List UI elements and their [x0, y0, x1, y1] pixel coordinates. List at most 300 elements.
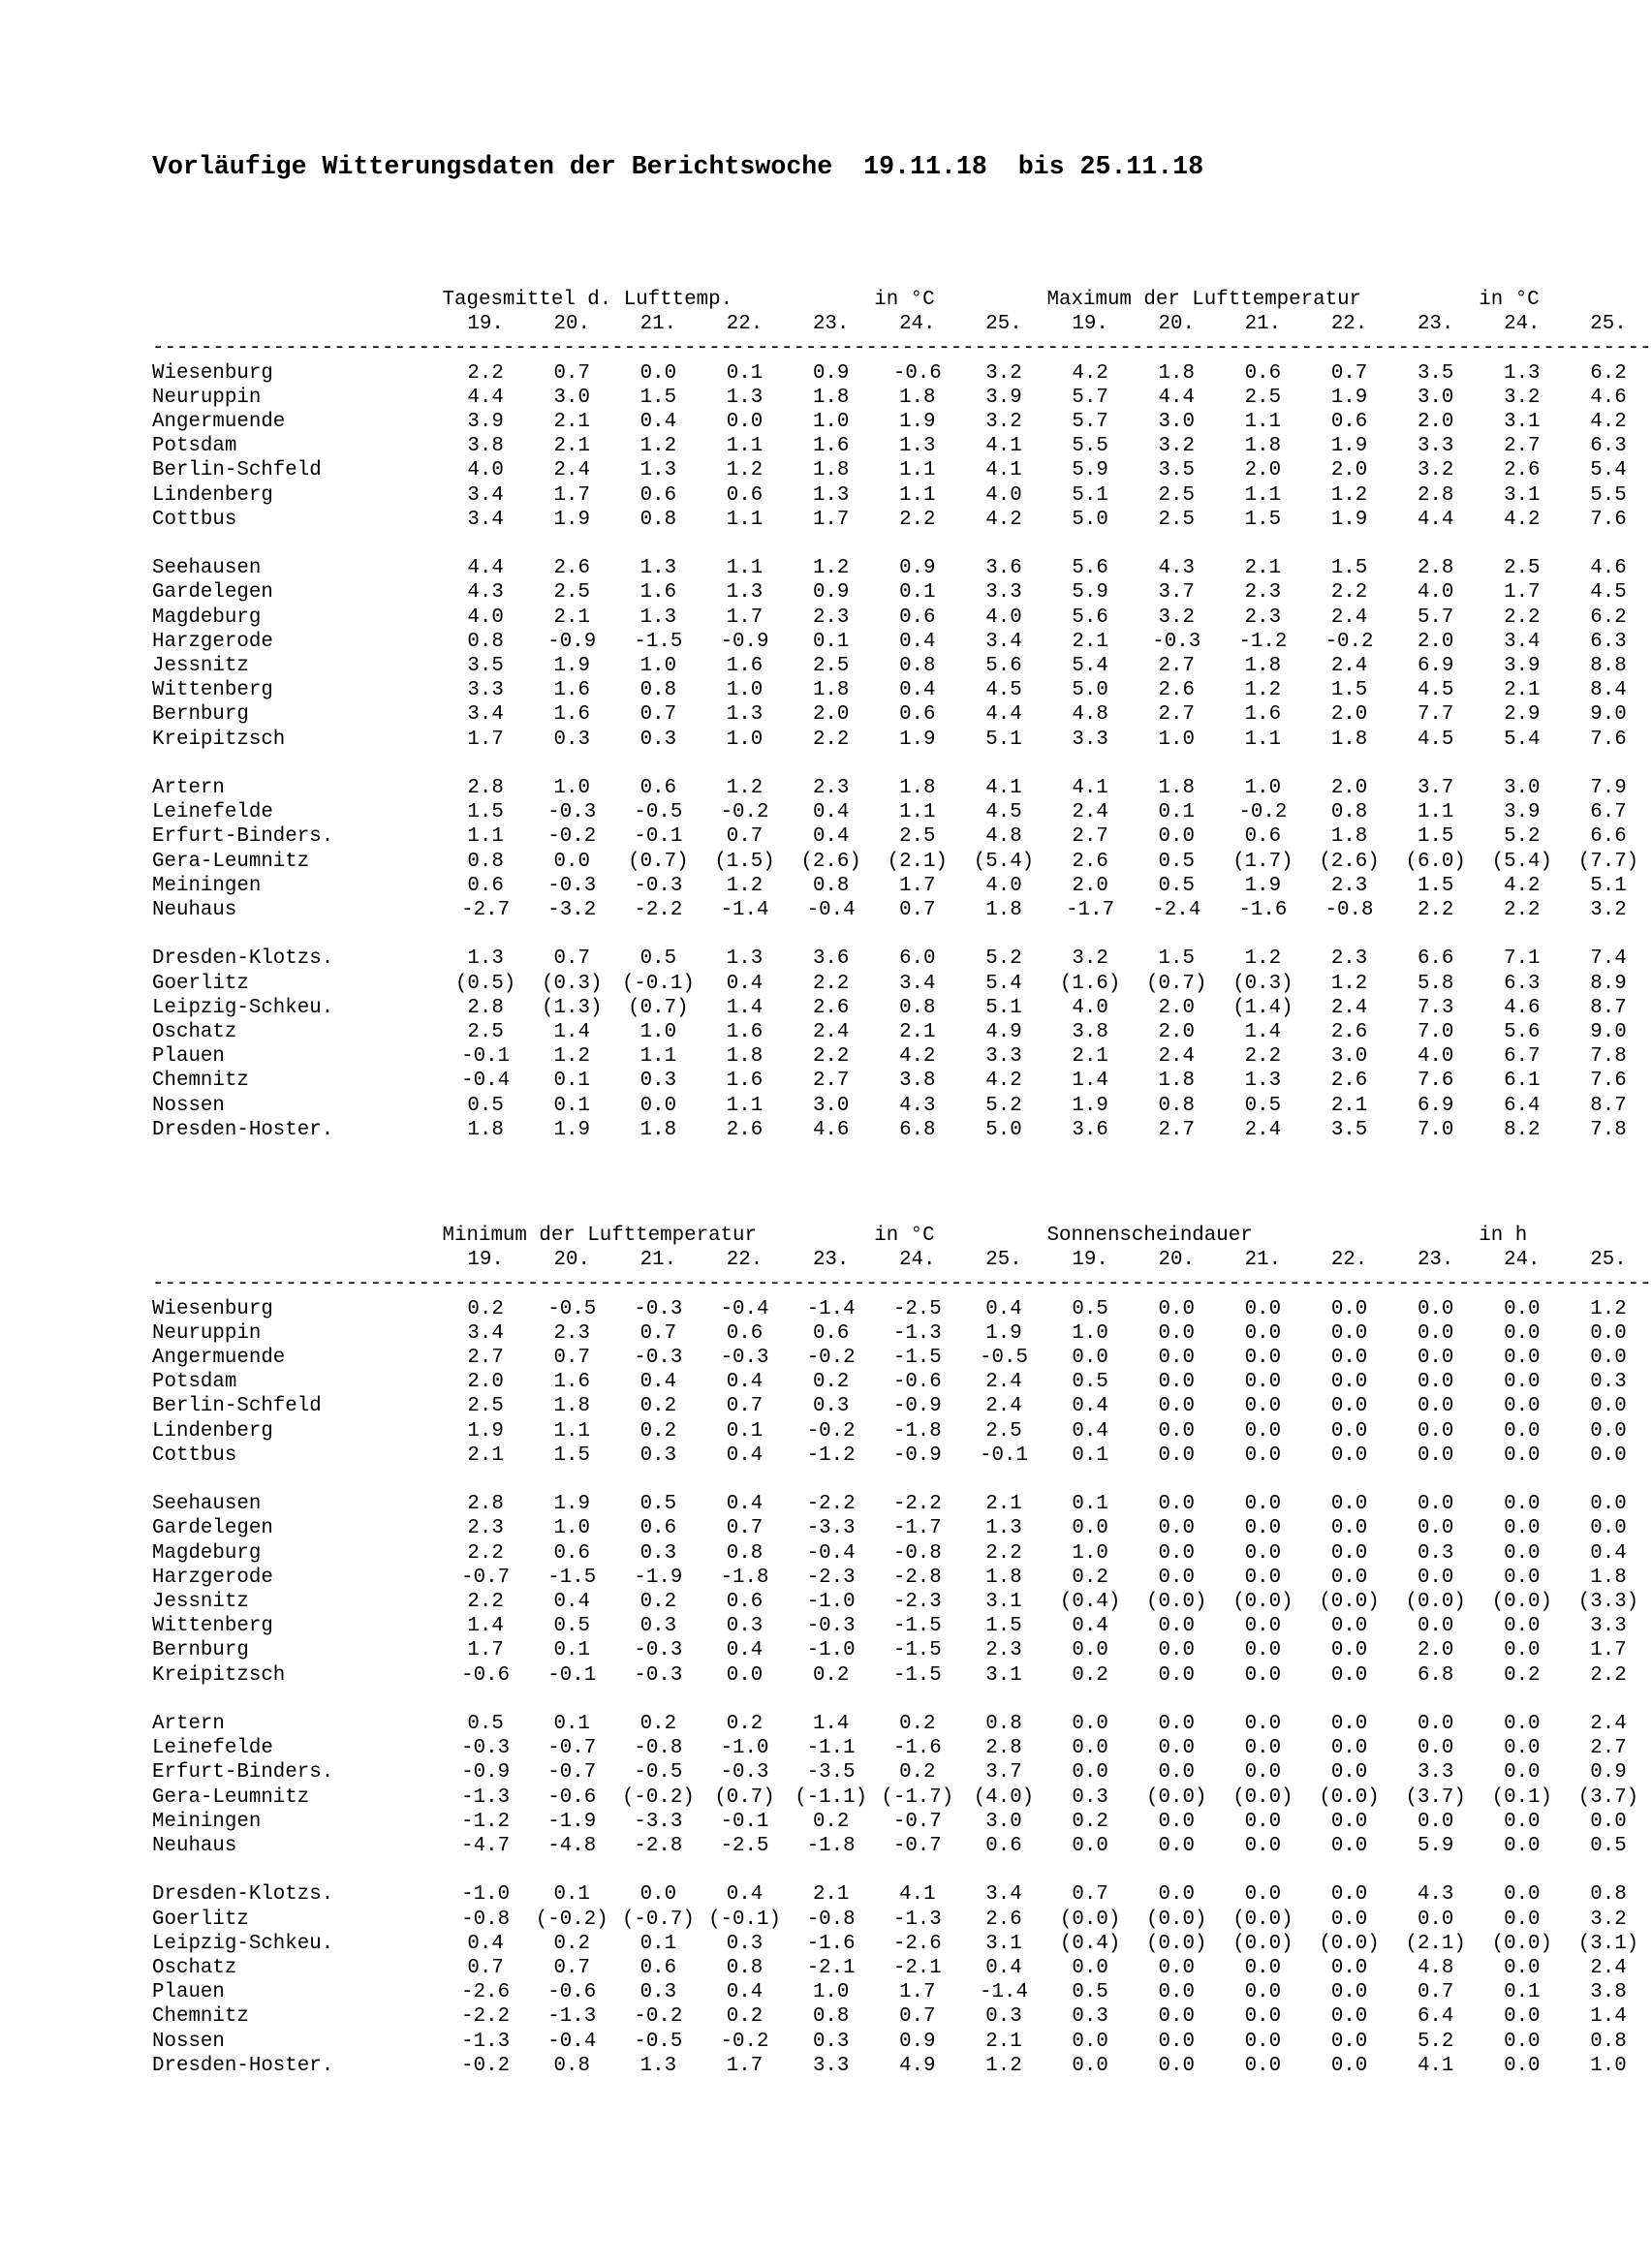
- right-value-cell: (7.7): [1577, 850, 1639, 873]
- station-name: Artern: [152, 1713, 225, 1736]
- right-value-cell: 3.3: [1590, 1615, 1627, 1638]
- left-value-cell: -0.6: [461, 1663, 511, 1687]
- right-value-cell: 0.0: [1590, 1493, 1627, 1516]
- right-value-cell: 4.0: [1072, 996, 1108, 1019]
- left-value-cell: 0.5: [467, 1713, 504, 1736]
- left-value-cell: -0.7: [461, 1566, 511, 1589]
- left-value-cell: 4.2: [985, 1070, 1022, 1093]
- right-value-cell: 1.5: [1417, 825, 1454, 849]
- left-value-cell: 2.1: [985, 1493, 1022, 1516]
- right-value-cell: 4.2: [1072, 361, 1108, 385]
- left-value-cell: 1.4: [726, 996, 764, 1019]
- right-value-cell: 2.0: [1330, 459, 1368, 482]
- right-value-cell: 0.0: [1330, 1541, 1368, 1565]
- right-value-cell: 0.0: [1417, 1713, 1454, 1736]
- station-name: Plauen: [152, 1045, 225, 1069]
- station-row: [152, 972, 1652, 996]
- left-value-cell: 3.4: [467, 483, 504, 507]
- left-value-cell: 0.7: [553, 1957, 590, 1980]
- station-row: [152, 630, 1652, 654]
- right-value-cell: 3.2: [1417, 459, 1454, 482]
- station-name: Neuruppin: [152, 1321, 262, 1345]
- left-value-cell: -1.9: [634, 1566, 683, 1589]
- name-header-blank: [152, 1248, 443, 1272]
- left-value-cell: 0.2: [639, 1419, 677, 1443]
- left-value-cell: 0.3: [553, 728, 590, 751]
- left-value-cell: 0.2: [726, 2005, 764, 2029]
- right-value-cell: 1.8: [1158, 777, 1195, 800]
- left-value-cell: 3.8: [899, 1070, 936, 1093]
- left-value-cell: -0.3: [634, 1639, 683, 1662]
- right-value-cell: 0.0: [1330, 2030, 1368, 2053]
- right-value-cell: 1.0: [1590, 2054, 1627, 2077]
- left-value-cell: 2.1: [899, 1021, 936, 1044]
- dash-rule: --------------------------------------------------: [1046, 1273, 1652, 1296]
- left-value-cell: 2.1: [553, 411, 590, 434]
- right-value-cell: 2.6: [1330, 1021, 1368, 1044]
- right-value-cell: 2.1: [1072, 1045, 1108, 1069]
- right-value-cell: 0.9: [1590, 1761, 1627, 1785]
- right-value-cell: 3.2: [1158, 435, 1195, 458]
- right-value-cell: 0.0: [1504, 1883, 1541, 1907]
- right-value-cell: 0.0: [1330, 2054, 1368, 2077]
- left-value-cell: 3.6: [812, 947, 850, 971]
- right-value-cell: 2.4: [1590, 1713, 1627, 1736]
- right-value-cell: 0.0: [1158, 1517, 1195, 1540]
- left-value-cell: -1.2: [806, 1443, 856, 1467]
- right-value-cell: 0.0: [1244, 1297, 1282, 1320]
- left-value-cell: -1.2: [461, 1810, 511, 1833]
- right-value-cell: 1.1: [1244, 728, 1282, 751]
- left-value-cell: -1.0: [720, 1737, 769, 1760]
- right-value-cell: 0.0: [1504, 1297, 1541, 1320]
- left-value-cell: 1.0: [553, 1517, 590, 1540]
- left-value-cell: 4.1: [985, 459, 1022, 482]
- right-value-cell: 8.7: [1590, 1094, 1627, 1117]
- left-value-cell: 1.6: [812, 435, 850, 458]
- left-value-cell: 1.8: [812, 386, 850, 409]
- right-value-cell: 2.7: [1590, 1737, 1627, 1760]
- left-value-cell: 4.9: [899, 2054, 936, 2077]
- right-value-cell: 2.3: [1244, 581, 1282, 605]
- left-value-cell: 0.2: [812, 1810, 850, 1833]
- right-value-cell: 1.1: [1244, 411, 1282, 434]
- right-value-cell: (1.6): [1059, 972, 1121, 995]
- left-value-cell: 1.1: [899, 459, 936, 482]
- left-value-cell: 2.4: [985, 1371, 1022, 1394]
- left-value-cell: 0.8: [899, 655, 936, 678]
- left-value-cell: 3.0: [985, 1810, 1022, 1833]
- right-value-cell: 3.0: [1504, 777, 1541, 800]
- left-value-cell: -0.4: [461, 1070, 511, 1093]
- left-value-cell: 0.4: [812, 825, 850, 849]
- spacer-cell: [152, 1858, 1652, 1882]
- right-value-cell: 0.0: [1504, 1761, 1541, 1785]
- right-value-cell: 0.0: [1072, 1835, 1108, 1858]
- left-value-cell: 0.8: [467, 850, 504, 873]
- right-value-cell: (0.0): [1491, 1932, 1553, 1955]
- right-value-cell: 0.0: [1330, 1395, 1368, 1418]
- left-value-cell: -1.8: [892, 1419, 942, 1443]
- left-value-cell: -0.6: [547, 1981, 597, 2004]
- right-value-cell: 0.0: [1330, 1517, 1368, 1540]
- station-row: [152, 1908, 1652, 1932]
- left-value-cell: -0.9: [461, 1761, 511, 1785]
- right-value-cell: 3.2: [1504, 386, 1541, 409]
- right-value-cell: -0.3: [1152, 630, 1201, 653]
- right-value-cell: 7.6: [1417, 1070, 1454, 1093]
- left-value-cell: 0.1: [639, 1932, 677, 1955]
- section-title-row: [152, 1224, 1652, 1248]
- day-header: 24.: [899, 313, 936, 336]
- right-value-cell: 0.0: [1158, 1395, 1195, 1418]
- left-value-cell: -1.6: [806, 1932, 856, 1955]
- station-name: Berlin-Schfeld: [152, 1395, 322, 1418]
- left-value-cell: -1.5: [892, 1615, 942, 1638]
- right-value-cell: 1.9: [1330, 435, 1368, 458]
- left-value-cell: 3.2: [985, 411, 1022, 434]
- right-value-cell: 0.0: [1158, 1981, 1195, 2004]
- right-section-title: Maximum der Lufttemperatur: [1046, 289, 1362, 311]
- left-value-cell: -0.3: [547, 874, 597, 897]
- right-value-cell: (0.4): [1059, 1932, 1121, 1955]
- right-value-cell: 1.1: [1244, 483, 1282, 507]
- right-value-cell: 2.1: [1244, 557, 1282, 580]
- right-value-cell: 3.5: [1417, 361, 1454, 385]
- right-value-cell: (1.7): [1232, 850, 1294, 873]
- right-value-cell: 2.7: [1158, 655, 1195, 678]
- left-value-cell: 2.4: [553, 459, 590, 482]
- left-value-cell: -0.1: [634, 825, 683, 849]
- left-value-cell: (0.7): [714, 1785, 775, 1809]
- left-value-cell: 4.1: [899, 1883, 936, 1907]
- station-row: [152, 874, 1652, 898]
- right-value-cell: 1.9: [1330, 386, 1368, 409]
- left-value-cell: -0.3: [720, 1761, 769, 1785]
- right-value-cell: 0.0: [1330, 1663, 1368, 1687]
- left-value-cell: 2.2: [985, 1541, 1022, 1565]
- right-value-cell: 2.6: [1158, 679, 1195, 702]
- left-value-cell: 4.5: [985, 679, 1022, 702]
- left-value-cell: 1.6: [639, 581, 677, 605]
- left-value-cell: -0.7: [892, 1810, 942, 1833]
- right-value-cell: 5.7: [1072, 411, 1108, 434]
- right-value-cell: 0.0: [1417, 1517, 1454, 1540]
- left-value-cell: 0.5: [639, 947, 677, 971]
- right-value-cell: 0.0: [1330, 1810, 1368, 1833]
- left-value-cell: 0.9: [812, 361, 850, 385]
- left-value-cell: 0.3: [639, 1615, 677, 1638]
- left-value-cell: 0.8: [726, 1957, 764, 1980]
- spacer-cell: [152, 752, 1652, 776]
- left-value-cell: 4.0: [467, 459, 504, 482]
- station-name: Wittenberg: [152, 679, 273, 702]
- right-value-cell: (3.1): [1577, 1932, 1639, 1955]
- right-value-cell: 2.1: [1504, 679, 1541, 702]
- right-value-cell: (0.0): [1146, 1908, 1207, 1931]
- right-value-cell: 6.7: [1504, 1045, 1541, 1069]
- right-value-cell: 0.0: [1504, 1321, 1541, 1345]
- right-value-cell: 0.0: [1158, 1957, 1195, 1980]
- right-value-cell: 1.8: [1158, 1070, 1195, 1093]
- right-value-cell: 4.4: [1158, 386, 1195, 409]
- right-value-cell: 0.0: [1504, 1566, 1541, 1589]
- left-value-cell: 0.9: [812, 581, 850, 605]
- right-value-cell: 4.2: [1504, 508, 1541, 531]
- right-value-cell: 1.1: [1417, 801, 1454, 824]
- left-value-cell: 2.3: [553, 1321, 590, 1345]
- left-value-cell: 1.2: [812, 557, 850, 580]
- right-value-cell: 2.0: [1417, 1639, 1454, 1662]
- left-value-cell: -1.5: [547, 1566, 597, 1589]
- right-value-cell: 0.0: [1504, 1810, 1541, 1833]
- station-name: Cottbus: [152, 1443, 237, 1467]
- left-value-cell: 1.6: [553, 1371, 590, 1394]
- station-row: [152, 1094, 1652, 1118]
- right-value-cell: 6.4: [1417, 2005, 1454, 2029]
- right-value-cell: 3.9: [1504, 801, 1541, 824]
- left-value-cell: -2.7: [461, 899, 511, 922]
- right-value-cell: 0.0: [1417, 1395, 1454, 1418]
- left-value-cell: -0.2: [547, 825, 597, 849]
- right-value-cell: 1.9: [1244, 874, 1282, 897]
- left-value-cell: -2.3: [806, 1566, 856, 1589]
- right-value-cell: 0.3: [1072, 2005, 1108, 2029]
- left-value-cell: 1.8: [639, 1118, 677, 1141]
- left-value-cell: 0.8: [726, 1541, 764, 1565]
- right-value-cell: 1.8: [1330, 728, 1368, 751]
- left-value-cell: -2.6: [461, 1981, 511, 2004]
- right-value-cell: 6.4: [1504, 1094, 1541, 1117]
- right-value-cell: 8.7: [1590, 996, 1627, 1019]
- station-row: [152, 556, 1652, 580]
- left-value-cell: 1.1: [639, 1045, 677, 1069]
- left-value-cell: 3.8: [467, 435, 504, 458]
- right-value-cell: 9.0: [1590, 1021, 1627, 1044]
- left-value-cell: (-0.7): [621, 1908, 695, 1931]
- left-value-cell: 1.4: [467, 1615, 504, 1638]
- left-value-cell: -0.5: [634, 2030, 683, 2053]
- left-value-cell: 0.3: [639, 1541, 677, 1565]
- right-value-cell: 1.0: [1072, 1541, 1108, 1565]
- left-value-cell: 0.0: [726, 411, 764, 434]
- right-value-cell: -0.2: [1325, 630, 1374, 653]
- right-value-cell: 1.4: [1072, 1070, 1108, 1093]
- station-name: Oschatz: [152, 1021, 237, 1044]
- right-value-cell: 0.6: [1330, 411, 1368, 434]
- station-row: [152, 1443, 1652, 1468]
- left-value-cell: -2.2: [806, 1493, 856, 1516]
- dash-rule: --------------------------------------------------: [1046, 337, 1652, 360]
- right-value-cell: 0.0: [1590, 1395, 1627, 1418]
- right-value-cell: 0.0: [1330, 1957, 1368, 1980]
- top-weather-table-block: [152, 288, 1652, 1142]
- right-value-cell: 0.0: [1417, 1493, 1454, 1516]
- left-value-cell: -0.5: [980, 1347, 1028, 1370]
- day-header: 22.: [726, 313, 764, 336]
- left-value-cell: 1.7: [467, 1639, 504, 1662]
- left-dash-rule-cell: [443, 336, 1047, 360]
- right-value-cell: (0.0): [1232, 1785, 1294, 1809]
- right-value-cell: 3.2: [1590, 1908, 1627, 1931]
- station-name: Kreipitzsch: [152, 1663, 286, 1687]
- right-value-cell: (0.0): [1146, 1932, 1207, 1955]
- left-value-cell: 0.8: [812, 874, 850, 897]
- left-value-cell: 3.4: [467, 1321, 504, 1345]
- right-value-cell: 0.0: [1244, 1615, 1282, 1638]
- left-value-cell: 4.6: [812, 1118, 850, 1141]
- left-value-cell: 0.4: [726, 1981, 764, 2004]
- right-value-cell: 3.0: [1158, 411, 1195, 434]
- right-value-cell: 0.0: [1504, 1713, 1541, 1736]
- station-name: Gardelegen: [152, 1517, 273, 1540]
- right-value-cell: 5.6: [1072, 605, 1108, 629]
- left-value-cell: 1.1: [726, 508, 764, 531]
- station-name: Angermuende: [152, 411, 286, 434]
- day-header: 21.: [1244, 1249, 1282, 1272]
- left-value-cell: 1.6: [553, 679, 590, 702]
- left-value-cell: 3.9: [467, 411, 504, 434]
- right-value-cell: 0.0: [1330, 1297, 1368, 1320]
- left-value-cell: 2.5: [812, 655, 850, 678]
- left-value-cell: -1.1: [806, 1737, 856, 1760]
- spacer-cell: [152, 922, 1652, 947]
- left-value-cell: 1.8: [899, 386, 936, 409]
- left-value-cell: 3.1: [985, 1591, 1022, 1614]
- right-value-cell: 3.2: [1590, 899, 1627, 922]
- left-value-cell: 2.4: [812, 1021, 850, 1044]
- left-value-cell: 2.8: [467, 1493, 504, 1516]
- left-value-cell: 1.9: [467, 1419, 504, 1443]
- right-value-cell: 0.0: [1330, 1347, 1368, 1370]
- left-value-cell: -1.4: [980, 1981, 1028, 2004]
- left-value-cell: 1.8: [899, 777, 936, 800]
- right-value-cell: 0.5: [1590, 1835, 1627, 1858]
- right-value-cell: 1.4: [1590, 2005, 1627, 2029]
- right-value-cell: -0.8: [1325, 899, 1374, 922]
- right-value-cell: 2.6: [1072, 850, 1108, 873]
- right-value-cell: 0.0: [1330, 1908, 1368, 1931]
- day-header: 21.: [639, 1249, 677, 1272]
- right-value-cell: 4.2: [1504, 874, 1541, 897]
- left-value-cell: 5.1: [985, 728, 1022, 751]
- station-name: Gardelegen: [152, 581, 273, 605]
- right-value-cell: 7.3: [1417, 996, 1454, 1019]
- left-value-cell: 0.8: [467, 630, 504, 653]
- left-value-cell: 0.4: [985, 1297, 1022, 1320]
- right-value-cell: (3.7): [1405, 1785, 1466, 1809]
- day-header: 22.: [726, 1249, 764, 1272]
- station-row: [152, 434, 1652, 458]
- left-value-cell: 0.4: [726, 1443, 764, 1467]
- right-value-cell: 0.0: [1072, 2030, 1108, 2053]
- right-value-cell: 1.8: [1590, 1566, 1627, 1589]
- right-value-cell: 4.5: [1590, 581, 1627, 605]
- left-value-cell: 0.6: [985, 1835, 1022, 1858]
- right-value-cell: 0.8: [1590, 1883, 1627, 1907]
- right-value-cell: -1.7: [1066, 899, 1115, 922]
- right-value-cell: 0.0: [1244, 1761, 1282, 1785]
- left-value-cell: 0.6: [639, 777, 677, 800]
- right-value-cell: 1.7: [1590, 1639, 1627, 1662]
- left-value-cell: 1.4: [812, 1713, 850, 1736]
- right-value-cell: 0.0: [1417, 1419, 1454, 1443]
- left-value-cell: -0.3: [720, 1347, 769, 1370]
- left-value-cell: 0.2: [899, 1761, 936, 1785]
- right-value-cell: 0.6: [1244, 361, 1282, 385]
- right-value-cell: 0.0: [1244, 1443, 1282, 1467]
- left-value-cell: 1.5: [467, 801, 504, 824]
- left-value-cell: 1.7: [726, 2054, 764, 2077]
- day-header: 20.: [553, 313, 590, 336]
- station-row: [152, 1663, 1652, 1688]
- left-value-cell: 4.4: [985, 703, 1022, 727]
- right-value-cell: 0.0: [1504, 1395, 1541, 1418]
- station-name: Chemnitz: [152, 2005, 249, 2029]
- right-value-cell: 1.8: [1244, 435, 1282, 458]
- right-value-cell: 7.0: [1417, 1118, 1454, 1141]
- right-value-cell: 0.3: [1417, 1541, 1454, 1565]
- left-value-cell: 1.8: [985, 899, 1022, 922]
- left-value-cell: 2.3: [467, 1517, 504, 1540]
- station-name: Goerlitz: [152, 972, 249, 995]
- left-value-cell: (1.3): [542, 996, 603, 1019]
- left-value-cell: -0.5: [547, 1297, 597, 1320]
- left-value-cell: 3.5: [467, 655, 504, 678]
- right-value-cell: 5.9: [1072, 581, 1108, 605]
- left-value-cell: 1.6: [726, 1070, 764, 1093]
- right-value-cell: 0.0: [1158, 1663, 1195, 1687]
- left-value-cell: 0.2: [639, 1591, 677, 1614]
- right-value-cell: 1.5: [1330, 679, 1368, 702]
- right-value-cell: 0.0: [1158, 1810, 1195, 1833]
- right-value-cell: 0.0: [1158, 1493, 1195, 1516]
- station-row: [152, 1118, 1652, 1142]
- right-value-cell: 0.0: [1244, 1663, 1282, 1687]
- left-value-cell: 0.2: [812, 1371, 850, 1394]
- left-value-cell: 4.0: [985, 605, 1022, 629]
- right-value-cell: 0.0: [1330, 1639, 1368, 1662]
- right-value-cell: 2.2: [1244, 1045, 1282, 1069]
- right-value-cell: 0.0: [1244, 1419, 1282, 1443]
- station-name: Lindenberg: [152, 1419, 273, 1443]
- right-value-cell: 6.8: [1417, 1663, 1454, 1687]
- right-value-cell: 1.2: [1244, 947, 1282, 971]
- left-value-cell: -1.3: [892, 1321, 942, 1345]
- right-value-cell: 1.8: [1158, 361, 1195, 385]
- right-value-cell: 4.1: [1072, 777, 1108, 800]
- left-value-cell: 0.6: [899, 605, 936, 629]
- left-value-cell: (-1.1): [795, 1785, 868, 1809]
- left-value-cell: 5.0: [985, 1118, 1022, 1141]
- right-value-cell: 0.0: [1244, 1883, 1282, 1907]
- left-value-cell: -0.9: [720, 630, 769, 653]
- day-header: 25.: [985, 1249, 1022, 1272]
- left-value-cell: -1.4: [806, 1297, 856, 1320]
- right-value-cell: 2.1: [1072, 630, 1108, 653]
- left-value-cell: (-0.1): [708, 1908, 781, 1931]
- right-section-title: Sonnenscheindauer: [1046, 1225, 1253, 1247]
- left-value-cell: 2.2: [812, 1045, 850, 1069]
- right-value-cell: 2.4: [1330, 605, 1368, 629]
- left-value-cell: -0.7: [547, 1761, 597, 1785]
- right-value-cell: 0.0: [1330, 1713, 1368, 1736]
- right-value-cell: 1.5: [1244, 508, 1282, 531]
- left-value-cell: 3.3: [812, 2054, 850, 2077]
- right-value-cell: 7.4: [1590, 947, 1627, 971]
- right-value-cell: 4.6: [1590, 557, 1627, 580]
- left-value-cell: (0.7): [628, 850, 689, 873]
